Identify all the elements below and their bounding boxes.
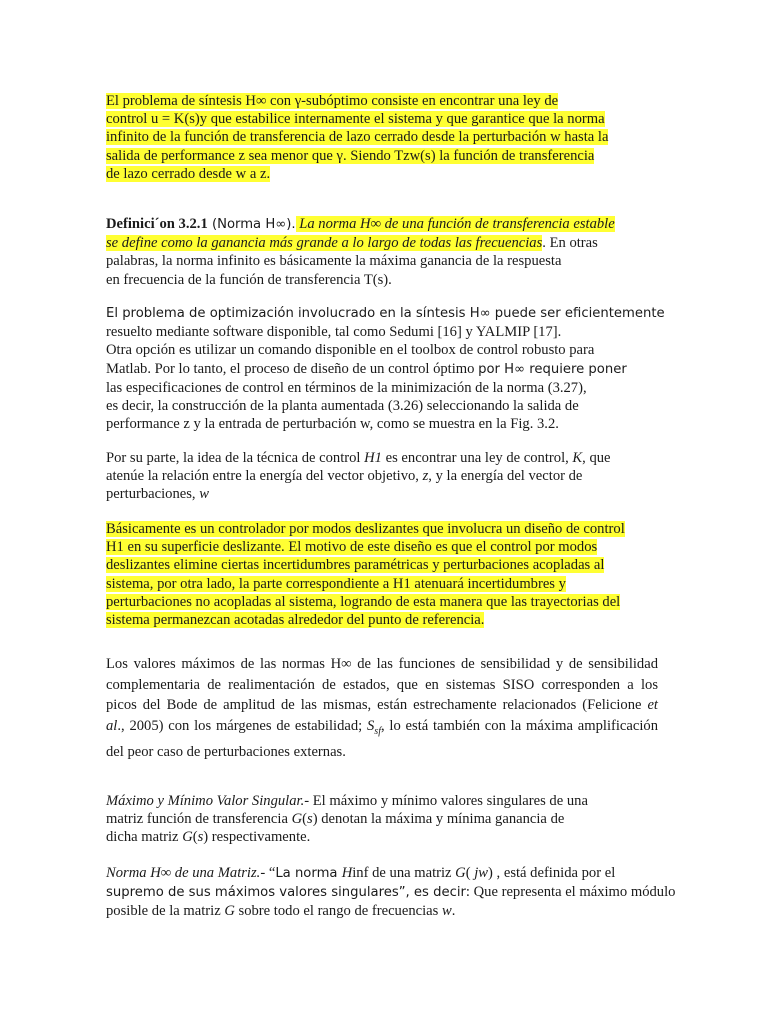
text-line: salida de performance z sea menor que γ. Siendo Tzw(s) la función de transferencia xyxy=(106,147,595,164)
text-fragment: ) , está definida por el xyxy=(488,865,616,881)
text-line: El problema de síntesis H∞ con γ-subóptimo consiste en encontrar una ley de xyxy=(106,93,559,109)
text-line: del peor caso de perturbaciones externas. xyxy=(106,744,346,761)
text-line: es decir, la construcción de la planta aumentada (3.26) seleccionando la salida de xyxy=(106,398,579,415)
text-line: control u = K(s)y que estabilice internamente el sistema y que garantice que la norma xyxy=(106,111,605,128)
text-fragment: ) respectivamente. xyxy=(203,829,311,846)
text-fragment: w xyxy=(199,486,209,503)
text-fragment: por H∞ requiere poner xyxy=(478,361,627,377)
definition-paren: (Norma H∞). xyxy=(207,217,296,232)
text-line: sistema permanezcan acotadas alrededor del punto de referencia. xyxy=(106,612,485,629)
paragraph-definition xyxy=(106,215,658,289)
text-fragment: S xyxy=(367,717,375,734)
text-fragment: posible de la matriz xyxy=(106,903,225,920)
paragraph-synthesis-problem xyxy=(106,92,658,183)
text-fragment: . xyxy=(451,903,456,920)
text-fragment: - “ xyxy=(260,865,276,881)
text-line: sistema, por otra lado, la parte correspondiente a H1 atenuará incertidumbres y xyxy=(106,575,566,592)
paragraph-h1-technique xyxy=(106,449,658,504)
text-fragment: s xyxy=(197,829,204,846)
paragraph-max-norms xyxy=(106,654,658,763)
text-fragment: ( xyxy=(302,811,307,828)
text-fragment: , que xyxy=(582,450,611,466)
text-fragment: K xyxy=(572,450,583,466)
text-line: de lazo cerrado desde w a z. xyxy=(106,165,271,182)
text-line: El problema de optimización involucrado en la síntesis H∞ puede ser eficientemente xyxy=(106,306,665,321)
text-fragment: G xyxy=(291,811,303,828)
text-fragment: supremo de sus máximos valores singulares”, es decir xyxy=(106,885,466,901)
text-line: deslizantes elimine ciertas incertidumbres paramétricas y perturbaciones acopladas al xyxy=(106,557,605,574)
paragraph-optimization xyxy=(106,305,665,433)
text-fragment: ( xyxy=(465,865,475,881)
paragraph-singular-value xyxy=(106,792,658,847)
text-fragment: dicha matriz xyxy=(106,829,183,846)
text-line: H1 en su superficie deslizante. El motivo de este diseño es que el control por modos xyxy=(106,539,598,556)
definition-italic-2: se define como la ganancia más grande a lo largo de todas las frecuencias xyxy=(106,235,543,252)
text-line: perturbaciones no acopladas al sistema, logrando de esta manera que las trayectorias del xyxy=(106,593,621,610)
text-fragment: , lo está también con la máxima amplificación xyxy=(380,717,658,734)
text-line: complementaria de realimentación de estados, que en sistemas SISO corresponden a los xyxy=(106,676,658,693)
text-fragment: et xyxy=(647,697,658,714)
text-fragment: es encontrar una ley de control, xyxy=(381,450,573,466)
text-fragment: H1 xyxy=(364,450,382,466)
text-fragment: matriz función de transferencia xyxy=(106,811,292,828)
text-fragment: ) denotan la máxima y mínima ganancia de xyxy=(312,811,565,828)
text-fragment: ( xyxy=(192,829,198,846)
text-fragment: - El máximo y mínimo valores singulares de una xyxy=(304,793,588,809)
text-fragment: Norma H∞ de una Matriz. xyxy=(106,865,261,881)
text-fragment: . En otras xyxy=(542,235,598,252)
text-fragment: sf xyxy=(374,725,381,737)
text-fragment: , y la energía del vector de xyxy=(428,468,583,485)
text-line: palabras, la norma infinito es básicamente la máxima ganancia de la respuesta xyxy=(106,253,562,270)
text-line: las especificaciones de control en términos de la minimización de la norma (3.27), xyxy=(106,379,587,396)
text-line: Los valores máximos de las normas H∞ de las funciones de sensibilidad y de sensibilidad xyxy=(106,656,658,672)
text-fragment: Máximo y Mínimo Valor Singular. xyxy=(106,793,305,809)
text-fragment: z xyxy=(422,468,429,485)
text-line: performance z y la entrada de perturbación w, como se muestra en la Fig. 3.2. xyxy=(106,416,559,433)
text-fragment: G xyxy=(224,903,235,920)
text-fragment: ., 2005) con los márgenes de estabilidad; xyxy=(117,717,367,734)
text-fragment: sobre todo el rango de frecuencias xyxy=(234,903,442,920)
text-fragment: G xyxy=(182,829,193,846)
text-line: resuelto mediante software disponible, tal como Sedumi [16] y YALMIP [17]. xyxy=(106,324,562,341)
text-fragment: w xyxy=(441,903,452,920)
text-fragment: Por su parte, la idea de la técnica de control xyxy=(106,450,365,466)
text-fragment: La norma xyxy=(275,866,342,881)
text-line: Básicamente es un controlador por modos deslizantes que involucra un diseño de control xyxy=(106,521,625,537)
text-fragment: picos del Bode de amplitud de las mismas, están estrechamente relacionados (Felicione xyxy=(106,697,648,714)
paragraph-matrix-norm xyxy=(106,864,676,921)
text-fragment: inf de una matriz xyxy=(352,865,456,881)
text-fragment: al xyxy=(106,717,118,734)
text-fragment: Matlab. Por lo tanto, el proceso de diseño de un control óptimo xyxy=(106,360,479,377)
text-fragment: H xyxy=(341,865,353,881)
definition-title: Definici´on 3.2.1 xyxy=(106,216,208,232)
text-fragment: s xyxy=(307,811,313,828)
text-fragment: perturbaciones, xyxy=(106,486,200,503)
text-fragment: : Que representa el máximo módulo xyxy=(465,884,676,901)
text-fragment: atenúe la relación entre la energía del vector objetivo, xyxy=(106,468,423,485)
text-fragment: jw xyxy=(474,865,489,881)
paragraph-sliding-mode xyxy=(106,520,658,629)
text-fragment: G xyxy=(455,865,466,881)
text-line: en frecuencia de la función de transferencia T(s). xyxy=(106,271,392,288)
text-line: Otra opción es utilizar un comando disponible en el toolbox de control robusto para xyxy=(106,342,595,359)
definition-italic-1: La norma H∞ de una función de transferencia estable xyxy=(295,216,615,232)
text-line: infinito de la función de transferencia de lazo cerrado desde la perturbación w hasta la xyxy=(106,129,609,146)
